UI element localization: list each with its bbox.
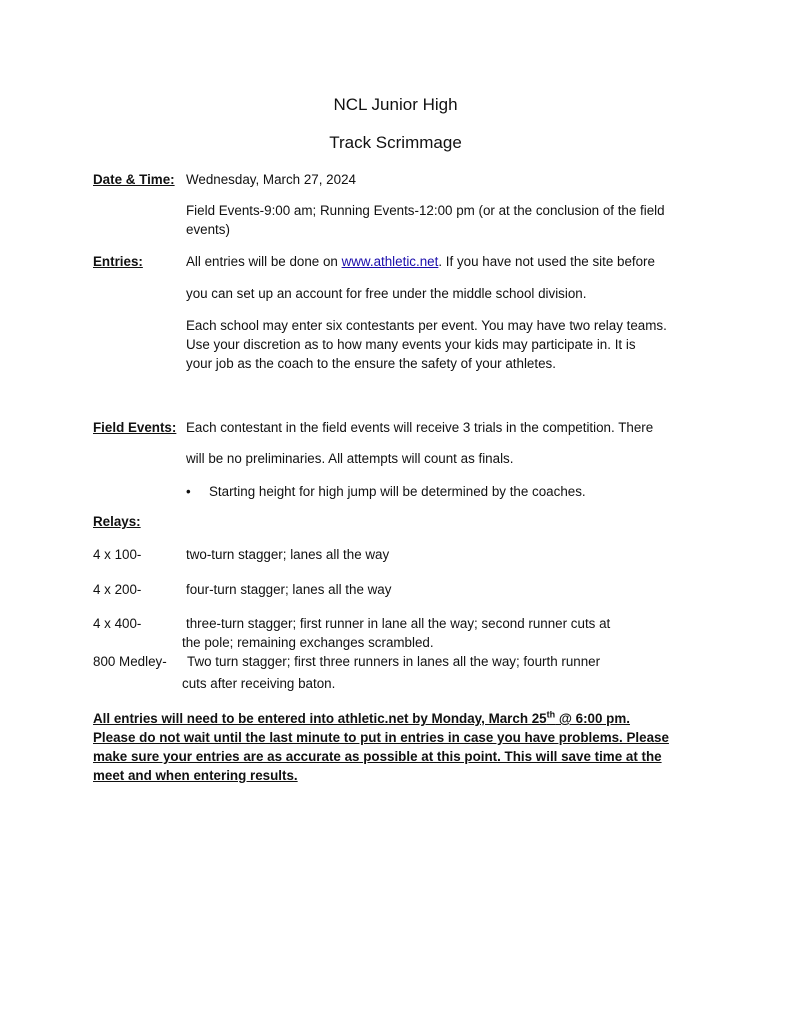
relay-desc: four-turn stagger; lanes all the way [186,582,392,597]
high-jump-bullet: Starting height for high jump will be determined by the coaches. [209,484,586,499]
entries-line-2: you can set up an account for free under the middle school division. [186,286,587,301]
field-events-line-1: Each contestant in the field events will receive 3 trials in the competition. There [186,420,654,435]
entries-text: All entries will be done on [186,254,342,269]
date-text: Wednesday, March 27, 2024 [186,172,356,187]
doc-title: NCL Junior High [333,95,458,114]
doc-subtitle: Track Scrimmage [329,133,462,152]
notice-text: @ 6:00 pm. [555,711,630,726]
relay-name: 4 x 200- [93,582,142,597]
notice-sup: th [546,709,556,720]
entries-line-4: Use your discretion as to how many events your kids may participate in. It is [186,337,636,352]
athletic-net-link[interactable]: www.athletic.net [341,254,439,269]
bullet-icon: • [186,484,191,499]
entries-line-3: Each school may enter six contestants per event. You may have two relay teams. [186,318,667,333]
times-text: Field Events-9:00 am; Running Events-12:00 pm (or at the conclusion of the field [186,203,665,218]
notice-line-1 [93,710,630,728]
field-events-label: Field Events: [93,420,177,435]
notice-line-3: make sure your entries are as accurate as possible at this point. This will save time at the [93,749,662,764]
entries-text: . If you have not used the site before [438,254,655,269]
relays-label: Relays: [93,514,141,529]
relay-desc: two-turn stagger; lanes all the way [186,547,390,562]
relay-desc-cont: cuts after receiving baton. [182,676,336,691]
relay-desc: Two turn stagger; first three runners in lanes all the way; fourth runner [187,654,601,669]
date-time-label: Date & Time: [93,172,175,187]
relay-desc-cont: the pole; remaining exchanges scrambled. [182,635,434,650]
times-text-cont: events) [186,222,230,237]
notice-line-4: meet and when entering results. [93,768,298,783]
relay-desc: three-turn stagger; first runner in lane all the way; second runner cuts at [186,616,611,631]
relay-name: 800 Medley- [93,654,167,669]
entries-line-5: your job as the coach to the ensure the safety of your athletes. [186,356,556,371]
relay-name: 4 x 400- [93,616,142,631]
relay-name: 4 x 100- [93,547,142,562]
notice-line-2: Please do not wait until the last minute to put in entries in case you have problems. Please [93,730,669,745]
field-events-line-2: will be no preliminaries. All attempts will count as finals. [186,451,514,466]
entries-line-1 [186,253,655,271]
notice-text: All entries will need to be entered into athletic.net by Monday, March 25 [93,711,547,726]
entries-label: Entries: [93,254,143,269]
